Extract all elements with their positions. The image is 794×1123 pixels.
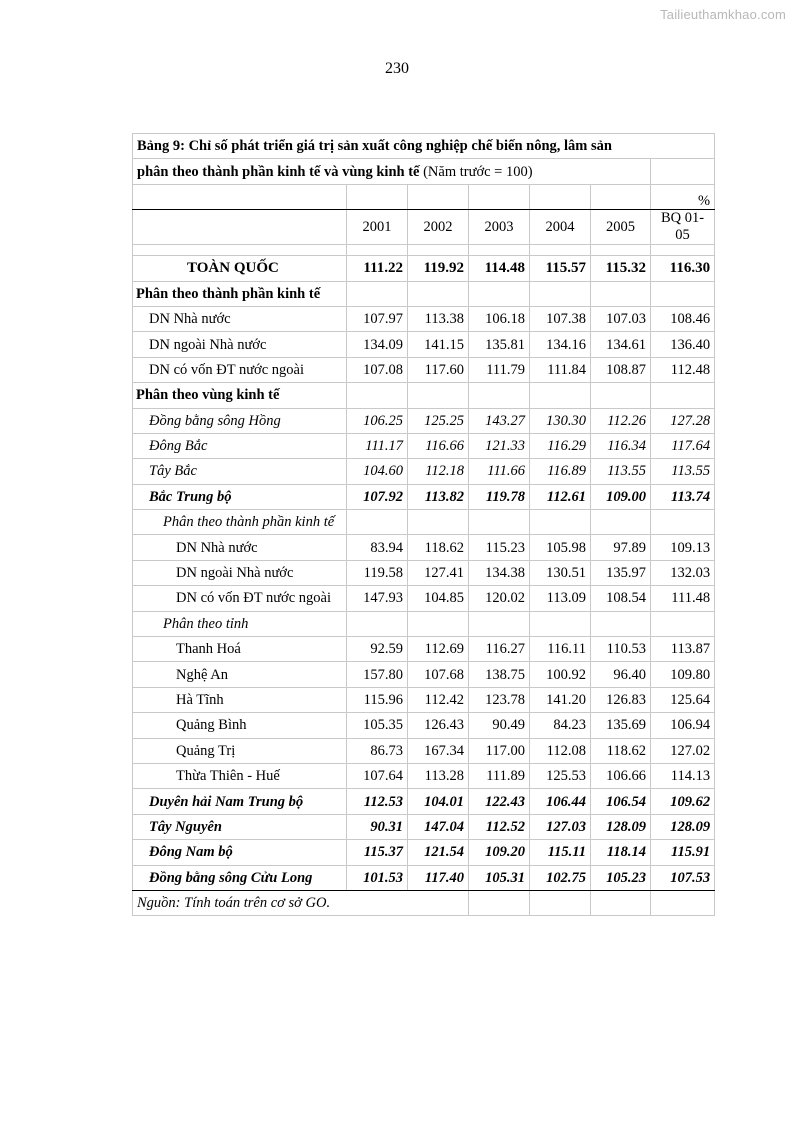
value-cell: 113.28 [408, 763, 469, 788]
value-cell: 86.73 [347, 738, 408, 763]
value-cell: 134.38 [469, 560, 530, 585]
table-row [133, 306, 715, 331]
value-cell [408, 510, 469, 535]
value-cell: 107.38 [530, 306, 591, 331]
value-cell: 111.66 [469, 459, 530, 484]
row-label: Duyên hải Nam Trung bộ [133, 789, 347, 814]
value-cell: 127.28 [651, 408, 715, 433]
value-cell: 109.80 [651, 662, 715, 687]
table-row [133, 713, 715, 738]
header-row [133, 210, 715, 245]
value-cell: 114.48 [469, 256, 530, 281]
table-row [133, 281, 715, 306]
value-cell: 116.11 [530, 637, 591, 662]
value-cell: 113.82 [408, 484, 469, 509]
value-cell: 112.48 [651, 357, 715, 382]
value-cell: 147.93 [347, 586, 408, 611]
value-cell: 113.09 [530, 586, 591, 611]
value-cell: 112.53 [347, 789, 408, 814]
value-cell: 97.89 [591, 535, 651, 560]
value-cell: 90.31 [347, 814, 408, 839]
value-cell: 105.23 [591, 865, 651, 890]
value-cell: 119.78 [469, 484, 530, 509]
value-cell: 127.02 [651, 738, 715, 763]
value-cell: 117.64 [651, 433, 715, 458]
table-body [133, 256, 715, 891]
value-cell: 107.08 [347, 357, 408, 382]
value-cell [651, 383, 715, 408]
value-cell: 105.98 [530, 535, 591, 560]
value-cell: 104.85 [408, 586, 469, 611]
data-table [132, 133, 715, 916]
value-cell: 126.43 [408, 713, 469, 738]
value-cell: 115.57 [530, 256, 591, 281]
value-cell: 84.23 [530, 713, 591, 738]
row-label: Phân theo vùng kinh tế [133, 383, 347, 408]
unit-note: (Năm trước = 100) [423, 163, 533, 180]
row-label: Đông Bắc [133, 433, 347, 458]
value-cell: 119.58 [347, 560, 408, 585]
row-label: DN ngoài Nhà nước [133, 560, 347, 585]
row-label: Hà Tĩnh [133, 687, 347, 712]
value-cell: 134.61 [591, 332, 651, 357]
value-cell [469, 510, 530, 535]
value-cell [530, 611, 591, 636]
table-row [133, 637, 715, 662]
row-label: DN ngoài Nhà nước [133, 332, 347, 357]
row-label: Tây Nguyên [133, 814, 347, 839]
value-cell: 116.27 [469, 637, 530, 662]
value-cell: 111.79 [469, 357, 530, 382]
value-cell: 141.15 [408, 332, 469, 357]
table-row [133, 510, 715, 535]
year-header: 2005 [591, 210, 651, 245]
row-label: Bắc Trung bộ [133, 484, 347, 509]
value-cell: 104.60 [347, 459, 408, 484]
value-cell: 118.62 [591, 738, 651, 763]
value-cell: 109.13 [651, 535, 715, 560]
table-row [133, 256, 715, 281]
value-cell: 112.08 [530, 738, 591, 763]
value-cell [651, 281, 715, 306]
table-row [133, 357, 715, 382]
table-row [133, 687, 715, 712]
value-cell: 121.54 [408, 840, 469, 865]
value-cell [530, 281, 591, 306]
row-label: TOÀN QUỐC [133, 256, 347, 281]
value-cell: 136.40 [651, 332, 715, 357]
value-cell: 106.94 [651, 713, 715, 738]
value-cell: 125.53 [530, 763, 591, 788]
value-cell: 125.25 [408, 408, 469, 433]
row-label: Phân theo tỉnh [133, 611, 347, 636]
row-label: Quảng Trị [133, 738, 347, 763]
value-cell [591, 611, 651, 636]
value-cell: 107.92 [347, 484, 408, 509]
value-cell: 116.30 [651, 256, 715, 281]
value-cell: 106.66 [591, 763, 651, 788]
row-label: Nghệ An [133, 662, 347, 687]
value-cell [347, 611, 408, 636]
unit-row [133, 184, 715, 209]
row-label: Đông Nam bộ [133, 840, 347, 865]
value-cell: 123.78 [469, 687, 530, 712]
value-cell: 102.75 [530, 865, 591, 890]
value-cell: 111.89 [469, 763, 530, 788]
value-cell: 107.03 [591, 306, 651, 331]
row-label: DN Nhà nước [133, 306, 347, 331]
value-cell: 109.00 [591, 484, 651, 509]
table-row [133, 535, 715, 560]
table-row [133, 408, 715, 433]
source-note: Nguồn: Tính toán trên cơ sở GO. [133, 890, 469, 915]
table-row [133, 840, 715, 865]
value-cell: 96.40 [591, 662, 651, 687]
value-cell [469, 281, 530, 306]
value-cell: 135.81 [469, 332, 530, 357]
year-header: 2004 [530, 210, 591, 245]
value-cell: 113.74 [651, 484, 715, 509]
value-cell: 90.49 [469, 713, 530, 738]
value-cell: 92.59 [347, 637, 408, 662]
source-row [133, 890, 715, 915]
row-label: Quảng Bình [133, 713, 347, 738]
row-label: Đồng bằng sông Cửu Long [133, 865, 347, 890]
table-row [133, 459, 715, 484]
row-label: Thanh Hoá [133, 637, 347, 662]
value-cell: 130.30 [530, 408, 591, 433]
table-row [133, 560, 715, 585]
value-cell: 126.83 [591, 687, 651, 712]
value-cell: 135.97 [591, 560, 651, 585]
value-cell [591, 383, 651, 408]
value-cell [347, 383, 408, 408]
value-cell: 101.53 [347, 865, 408, 890]
value-cell: 115.96 [347, 687, 408, 712]
value-cell: 111.48 [651, 586, 715, 611]
spacer-row [133, 245, 715, 256]
value-cell: 111.17 [347, 433, 408, 458]
page-number: 230 [385, 60, 409, 77]
value-cell: 107.64 [347, 763, 408, 788]
value-cell: 120.02 [469, 586, 530, 611]
value-cell [530, 383, 591, 408]
value-cell: 106.18 [469, 306, 530, 331]
year-header: 2001 [347, 210, 408, 245]
value-cell: 116.29 [530, 433, 591, 458]
value-cell: 109.62 [651, 789, 715, 814]
value-cell: 111.22 [347, 256, 408, 281]
value-cell: 125.64 [651, 687, 715, 712]
value-cell [591, 510, 651, 535]
value-cell: 112.52 [469, 814, 530, 839]
value-cell: 107.68 [408, 662, 469, 687]
watermark: Tailieuthamkhao.com [660, 7, 786, 22]
value-cell: 107.53 [651, 865, 715, 890]
value-cell: 106.54 [591, 789, 651, 814]
value-cell: 114.13 [651, 763, 715, 788]
value-cell [591, 281, 651, 306]
value-cell: 104.01 [408, 789, 469, 814]
value-cell: 118.62 [408, 535, 469, 560]
value-cell: 113.38 [408, 306, 469, 331]
value-cell: 134.16 [530, 332, 591, 357]
percent-sign: % [651, 184, 715, 209]
value-cell [469, 611, 530, 636]
value-cell [347, 510, 408, 535]
value-cell: 112.42 [408, 687, 469, 712]
value-cell [651, 611, 715, 636]
value-cell: 115.37 [347, 840, 408, 865]
table-row [133, 662, 715, 687]
row-label: DN Nhà nước [133, 535, 347, 560]
table-row [133, 586, 715, 611]
year-header: 2002 [408, 210, 469, 245]
bq-header-line1: BQ 01- [660, 210, 705, 227]
value-cell: 83.94 [347, 535, 408, 560]
value-cell: 141.20 [530, 687, 591, 712]
row-label: DN có vốn ĐT nước ngoài [133, 586, 347, 611]
value-cell: 115.11 [530, 840, 591, 865]
value-cell: 115.32 [591, 256, 651, 281]
row-label: Phân theo thành phần kinh tế [133, 281, 347, 306]
value-cell: 112.26 [591, 408, 651, 433]
table-row [133, 789, 715, 814]
value-cell: 147.04 [408, 814, 469, 839]
value-cell: 135.69 [591, 713, 651, 738]
value-cell: 167.34 [408, 738, 469, 763]
value-cell: 113.87 [651, 637, 715, 662]
value-cell [408, 281, 469, 306]
value-cell: 128.09 [591, 814, 651, 839]
value-cell: 109.20 [469, 840, 530, 865]
value-cell: 112.61 [530, 484, 591, 509]
value-cell: 112.18 [408, 459, 469, 484]
value-cell: 117.60 [408, 357, 469, 382]
value-cell: 157.80 [347, 662, 408, 687]
value-cell: 110.53 [591, 637, 651, 662]
value-cell: 117.00 [469, 738, 530, 763]
value-cell [408, 383, 469, 408]
value-cell: 106.25 [347, 408, 408, 433]
table-row [133, 433, 715, 458]
value-cell: 100.92 [530, 662, 591, 687]
value-cell: 111.84 [530, 357, 591, 382]
value-cell: 121.33 [469, 433, 530, 458]
value-cell: 127.41 [408, 560, 469, 585]
value-cell [408, 611, 469, 636]
year-header: 2003 [469, 210, 530, 245]
table-row [133, 738, 715, 763]
value-cell: 143.27 [469, 408, 530, 433]
row-label: Đồng bằng sông Hồng [133, 408, 347, 433]
table-row [133, 484, 715, 509]
value-cell: 113.55 [651, 459, 715, 484]
table-title-text: phân theo thành phần kinh tế và vùng kinh tế [137, 163, 420, 180]
row-label: Phân theo thành phần kinh tế [133, 510, 347, 535]
bq-header-line2: 05 [675, 227, 690, 244]
value-cell [469, 383, 530, 408]
value-cell: 118.14 [591, 840, 651, 865]
value-cell [347, 281, 408, 306]
value-cell: 122.43 [469, 789, 530, 814]
value-cell: 113.55 [591, 459, 651, 484]
value-cell: 132.03 [651, 560, 715, 585]
table-row [133, 814, 715, 839]
value-cell: 116.66 [408, 433, 469, 458]
value-cell [530, 510, 591, 535]
table-row [133, 383, 715, 408]
table-title-line2 [133, 159, 651, 184]
value-cell: 107.97 [347, 306, 408, 331]
value-cell: 116.34 [591, 433, 651, 458]
bq-header [651, 210, 715, 245]
value-cell: 115.23 [469, 535, 530, 560]
table-row [133, 611, 715, 636]
table-row [133, 332, 715, 357]
table-title-line1: Bảng 9: Chỉ số phát triển giá trị sản xuất công nghiệp chế biến nông, lâm sản [133, 134, 715, 159]
title-row-2 [133, 159, 715, 184]
value-cell: 128.09 [651, 814, 715, 839]
table-row [133, 763, 715, 788]
value-cell: 116.89 [530, 459, 591, 484]
value-cell: 117.40 [408, 865, 469, 890]
value-cell: 105.31 [469, 865, 530, 890]
title-row-1 [133, 134, 715, 159]
value-cell [651, 510, 715, 535]
value-cell: 105.35 [347, 713, 408, 738]
value-cell: 138.75 [469, 662, 530, 687]
value-cell: 106.44 [530, 789, 591, 814]
row-label: Tây Bắc [133, 459, 347, 484]
value-cell: 108.54 [591, 586, 651, 611]
value-cell: 112.69 [408, 637, 469, 662]
table-row [133, 865, 715, 890]
row-label: Thừa Thiên - Huế [133, 763, 347, 788]
row-label: DN có vốn ĐT nước ngoài [133, 357, 347, 382]
value-cell: 119.92 [408, 256, 469, 281]
value-cell: 108.46 [651, 306, 715, 331]
value-cell: 127.03 [530, 814, 591, 839]
value-cell: 108.87 [591, 357, 651, 382]
value-cell: 130.51 [530, 560, 591, 585]
value-cell: 134.09 [347, 332, 408, 357]
value-cell: 115.91 [651, 840, 715, 865]
